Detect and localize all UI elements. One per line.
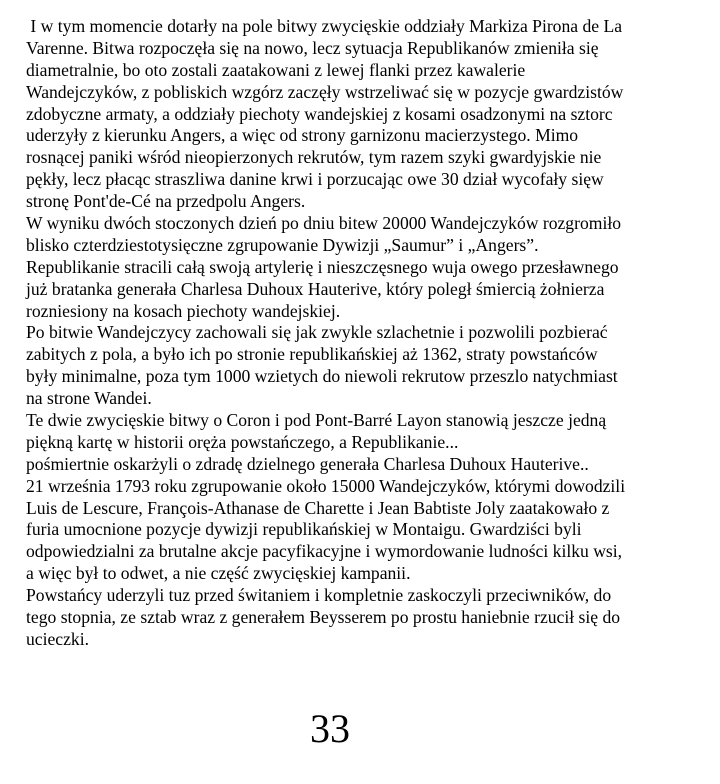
text-line: Wandejczyków, z pobliskich wzgórz zaczęły wstrzeliwać się w pozycje gwardzistów	[26, 81, 624, 102]
text-line: I w tym momencie dotarły na pole bitwy zwycięskie oddziały Markiza Pirona de La	[26, 16, 623, 36]
text-line: były minimalne, poza tym 1000 wzietych do niewoli rekrutow przeszlo natychmiast	[26, 366, 618, 387]
text-line: W wyniku dwóch stoczonych dzień po dniu bitew 20000 Wandejczyków rozgromiło	[26, 213, 622, 234]
text-line: furia umocnione pozycje dywizji republikańskiej w Montaigu. Gwardziści byli	[26, 519, 582, 540]
text-line: na strone Wandei.	[26, 388, 152, 409]
text-line: Po bitwie Wandejczycy zachowali się jak zwykle szlachetnie i pozwolili pozbierać	[26, 322, 608, 343]
text-line: piękną kartę w historii oręża powstańczego, a Republikanie...	[26, 431, 459, 452]
page-number: 33	[310, 706, 350, 751]
text-line: zdobyczne armaty, a oddziały piechoty wandejskiej z kosami osadzonymi na sztorc	[26, 103, 613, 124]
text-line: rosnącej paniki wśród nieopierzonych rekrutów, tym razem szyki gwardyjskie nie	[26, 147, 602, 168]
text-line: blisko czterdziestotysięczne zgrupowanie Dywizji „Saumur” i „Angers”.	[26, 234, 539, 255]
text-line: tego stopnia, ze sztab wraz z generałem Beysserem po prostu haniebnie rzucił się do	[26, 607, 621, 628]
text-line: stronę Pont'de-Cé na przedpolu Angers.	[26, 191, 306, 212]
text-line: 21 września 1793 roku zgrupowanie około 15000 Wandejczyków, którymi dowodzili	[26, 475, 626, 496]
text-line: Powstańcy uderzyli tuz przed świtaniem i kompletnie zaskoczyli przeciwników, do	[26, 585, 612, 606]
text-line: pękły, lecz płacąc straszliwa danine krwi i porzucając owe 30 dział wycofały sięw	[26, 169, 604, 190]
text-line: uderzyły z kierunku Angers, a więc od strony garnizonu macierzystego. Mimo	[26, 125, 579, 146]
text-line: a więc był to odwet, a nie część zwycięskiej kampanii.	[26, 563, 411, 584]
text-line: Varenne. Bitwa rozpoczęła się na nowo, lecz sytuacja Republikanów zmieniła się	[26, 37, 599, 58]
text-line: rozniesiony na kosach piechoty wandejskiej.	[26, 300, 341, 321]
text-line: już bratanka generała Charlesa Duhoux Hauterive, który poległ śmiercią żołnierza	[26, 278, 605, 299]
text-line: Luis de Lescure, François-Athanase de Charette i Jean Babtiste Joly zaatakowało z	[26, 497, 610, 518]
text-line: pośmiertnie oskarżyli o zdradę dzielnego generała Charlesa Duhoux Hauterive..	[26, 453, 589, 474]
text-line: Republikanie stracili całą swoją artylerię i nieszczęsnego wuja owego przesławnego	[26, 256, 619, 277]
text-line: ucieczki.	[26, 628, 90, 649]
text-line: odpowiedzialni za brutalne akcje pacyfikacyjne i wymordowanie ludności kilku wsi,	[26, 541, 623, 562]
text-line: Te dwie zwycięskie bitwy o Coron i pod Pont-Barré Layon stanowią jeszcze jedną	[26, 410, 607, 431]
body-text	[26, 16, 716, 651]
text-line: diametralnie, bo oto zostali zaatakowani z lewej flanki przez kawalerie	[26, 59, 526, 80]
text-line: zabitych z pola, a było ich po stronie republikańskiej aż 1362, straty powstańców	[26, 344, 598, 365]
